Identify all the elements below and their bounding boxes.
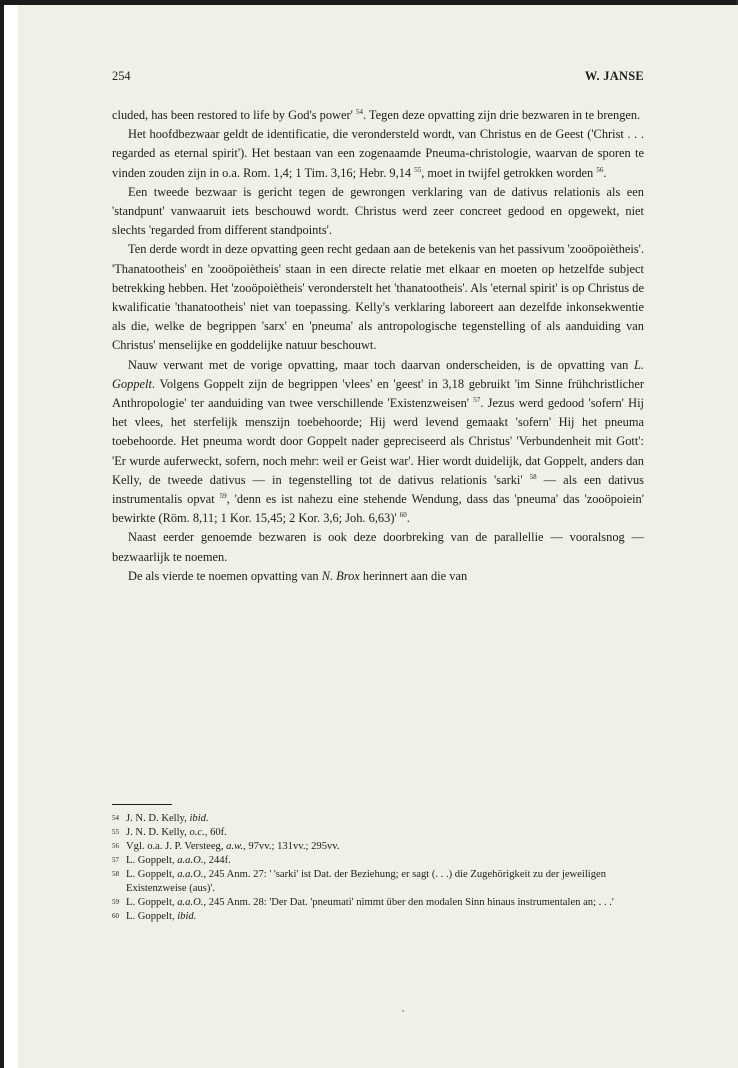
footnote-detail: , 60f. bbox=[204, 827, 227, 838]
footnote-abbrev: a.a.O. bbox=[177, 897, 204, 908]
footnote-citation: J. N. D. Kelly, bbox=[126, 827, 190, 838]
running-head: W. JANSE bbox=[584, 69, 644, 83]
footnote-detail: , 244f. bbox=[203, 855, 231, 866]
paragraph-5-text-b: . Volgens Goppelt zijn de begrippen 'vlees' en 'geest' in 3,18 gebruikt 'im Sinne frühchristlicher Anthropologie' ter aanduiding van twee verschillende 'Existenzweisen' bbox=[112, 376, 644, 411]
footnote-text bbox=[126, 868, 644, 896]
footnote-text bbox=[126, 910, 644, 924]
footnote-rule bbox=[112, 804, 172, 805]
footnote-58 bbox=[112, 868, 644, 896]
paragraph-6: Naast eerder genoemde bezwaren is ook deze doorbreking van de parallellie — vooralsnog — bezwaarlijk te noemen. bbox=[112, 530, 644, 564]
paragraph-3: Een tweede bezwaar is gericht tegen de gewrongen verklaring van de dativus relationis als een 'standpunt' vanwaaruit iets beschouwd wordt. Christus werd zeer concreet gedood en opgewekt, niet slechts 'regarded from different standpoints'. bbox=[112, 184, 644, 238]
footnote-abbrev: a.a.O. bbox=[177, 869, 204, 880]
page-number: 254 bbox=[112, 69, 131, 83]
footnote-text bbox=[126, 826, 644, 840]
paragraph-1-text-b: . Tegen deze opvatting zijn drie bezwaren in te brengen. bbox=[362, 108, 641, 122]
footnote-abbrev: o.c. bbox=[189, 827, 205, 838]
footnote-abbrev: a.a.O. bbox=[177, 855, 204, 866]
footnotes bbox=[112, 804, 644, 924]
footnote-text bbox=[126, 854, 644, 868]
page-header bbox=[112, 66, 644, 86]
footnote-ref-54: 54 bbox=[355, 107, 363, 116]
paragraph-2-text-a: Het hoofdbezwaar geldt de identificatie, die verondersteld wordt, van Christus en de Geest ('Christ . . . regarded as eternal spirit'). Het bestaan van een zogenaamde Pneuma-christologie, waarvan de sporen te vinden zouden zijn in o.a. Rom. 1,4; 1 Tim. 3,16; Hebr. 9,14 bbox=[112, 127, 644, 180]
footnote-abbrev: ibid. bbox=[177, 911, 197, 922]
footnote-citation: Vgl. o.a. J. P. Versteeg, bbox=[126, 841, 227, 852]
footnote-number: 54 bbox=[112, 814, 119, 822]
footnote-60 bbox=[112, 910, 644, 924]
footnote-text bbox=[126, 812, 644, 826]
paragraph-1 bbox=[112, 106, 644, 125]
paragraph-5-text-e: , 'denn es ist nahezu eine stehende Wendung, dass das 'pneuma' das 'zooöpoiein' bewirkte (Röm. 8,11; 1 Kor. 15,45; 2 Kor. 3,6; Joh. 6,63)' bbox=[112, 492, 644, 526]
footnote-number: 60 bbox=[112, 912, 119, 920]
paragraph-7 bbox=[112, 567, 644, 586]
footnote-ref-58: 58 bbox=[529, 472, 537, 481]
footnote-abbrev: a.w. bbox=[226, 841, 244, 852]
footnote-citation: L. Goppelt, bbox=[126, 855, 178, 866]
footnote-55 bbox=[112, 826, 644, 840]
paragraph-4: Ten derde wordt in deze opvatting geen recht gedaan aan de betekenis van het passivum 'zooöpoiètheis'. 'Thanatootheis' en 'zooöpoiètheis' staan in een directe relatie met elkaar en moeten op hetzelfde subject betrekking hebben. Het 'zooöpoiètheis' veronderstelt het 'thanatootheis'. Als 'eternal spirit' is op Christus de kwalificatie 'thanatootheis' niet van toepassing. Kelly's verklaring laboreert aan dezelfde inkonsekwentie als die, welke de begrippen 'sarx' en 'pneuma' als antropologische tegenstelling of als aanduiding van Christus' menselijke en goddelijke natuur beschouwt. bbox=[112, 242, 644, 353]
paragraph-5-text-f: . bbox=[406, 511, 410, 526]
scan-edge-left bbox=[0, 0, 4, 1068]
paragraph-1-text-a: cluded, has been restored to life by God's power' bbox=[112, 108, 356, 122]
footnote-citation: L. Goppelt, bbox=[126, 911, 178, 922]
footnote-number: 56 bbox=[112, 842, 119, 850]
paragraph-5-text-a: Nauw verwant met de vorige opvatting, maar toch daarvan onderscheiden, is de opvatting van bbox=[128, 357, 634, 372]
paragraph-5-text-d: — als een dativus instrumentalis opvat bbox=[112, 472, 644, 507]
footnote-57 bbox=[112, 854, 644, 868]
body-text bbox=[112, 106, 644, 586]
author-brox: N. Brox bbox=[321, 568, 360, 583]
footnote-ref-57: 57 bbox=[473, 395, 481, 404]
author-goppelt: L. Goppelt bbox=[112, 357, 644, 391]
footnote-54 bbox=[112, 812, 644, 826]
footnote-56 bbox=[112, 840, 644, 854]
footnote-citation: L. Goppelt, bbox=[126, 869, 178, 880]
footnote-detail: , 245 Anm. 28: 'Der Dat. 'pneumati' nimmt über den modalen Sinn hinaus instrumentalen an; . . .' bbox=[203, 897, 614, 908]
paragraph-2 bbox=[112, 125, 644, 183]
footnote-ref-55: 55 bbox=[414, 165, 422, 174]
footnote-number: 57 bbox=[112, 856, 119, 864]
footnote-detail: , 97vv.; 131vv.; 295vv. bbox=[243, 841, 340, 852]
footnote-citation: L. Goppelt, bbox=[126, 897, 178, 908]
footnote-number: 55 bbox=[112, 828, 119, 836]
footnote-59 bbox=[112, 896, 644, 910]
footnote-ref-60: 60 bbox=[399, 511, 407, 520]
footnote-detail: , 245 Anm. 27: ' 'sarki' ist Dat. der Beziehung; er sagt (. . .) die Zugehörigkeit zu der jeweiligen Existenzweise (aus)'. bbox=[126, 869, 606, 894]
footnote-text bbox=[126, 840, 644, 854]
footnote-citation: J. N. D. Kelly, bbox=[126, 813, 190, 824]
paragraph-7-text-b: herinnert aan die van bbox=[359, 568, 468, 583]
footnote-text bbox=[126, 896, 644, 910]
paragraph-7-text-a: De als vierde te noemen opvatting van bbox=[128, 568, 322, 583]
footnote-number: 59 bbox=[112, 898, 119, 906]
paragraph-2-text-c: . bbox=[603, 165, 607, 180]
scan-speck bbox=[402, 1010, 404, 1012]
footnote-number: 58 bbox=[112, 870, 119, 878]
paragraph-5-text-c: . Jezus werd gedood 'sofern' Hij het vlees, het sterfelijk menszijn toebehoorde; Hij werd levend gemaakt 'sofern' Hij het pneuma toebehoorde. Het pneuma wordt door Goppelt nader gepreciseerd als Christus' 'Verbundenheit mit Gott': 'Er wurde auferweckt, sofern, noch mehr: weil er Geist war'. Hier wordt duidelijk, dat Goppelt, anders dan Kelly, de tweede dativus — in tegenstelling tot de dativus relationis 'sarki' bbox=[112, 396, 644, 487]
paragraph-5 bbox=[112, 356, 644, 529]
footnote-abbrev: ibid. bbox=[189, 813, 209, 824]
paragraph-2-text-b: , moet in twijfel getrokken worden bbox=[421, 165, 597, 180]
footnote-ref-56: 56 bbox=[596, 165, 604, 174]
footnote-ref-59: 59 bbox=[219, 491, 227, 500]
